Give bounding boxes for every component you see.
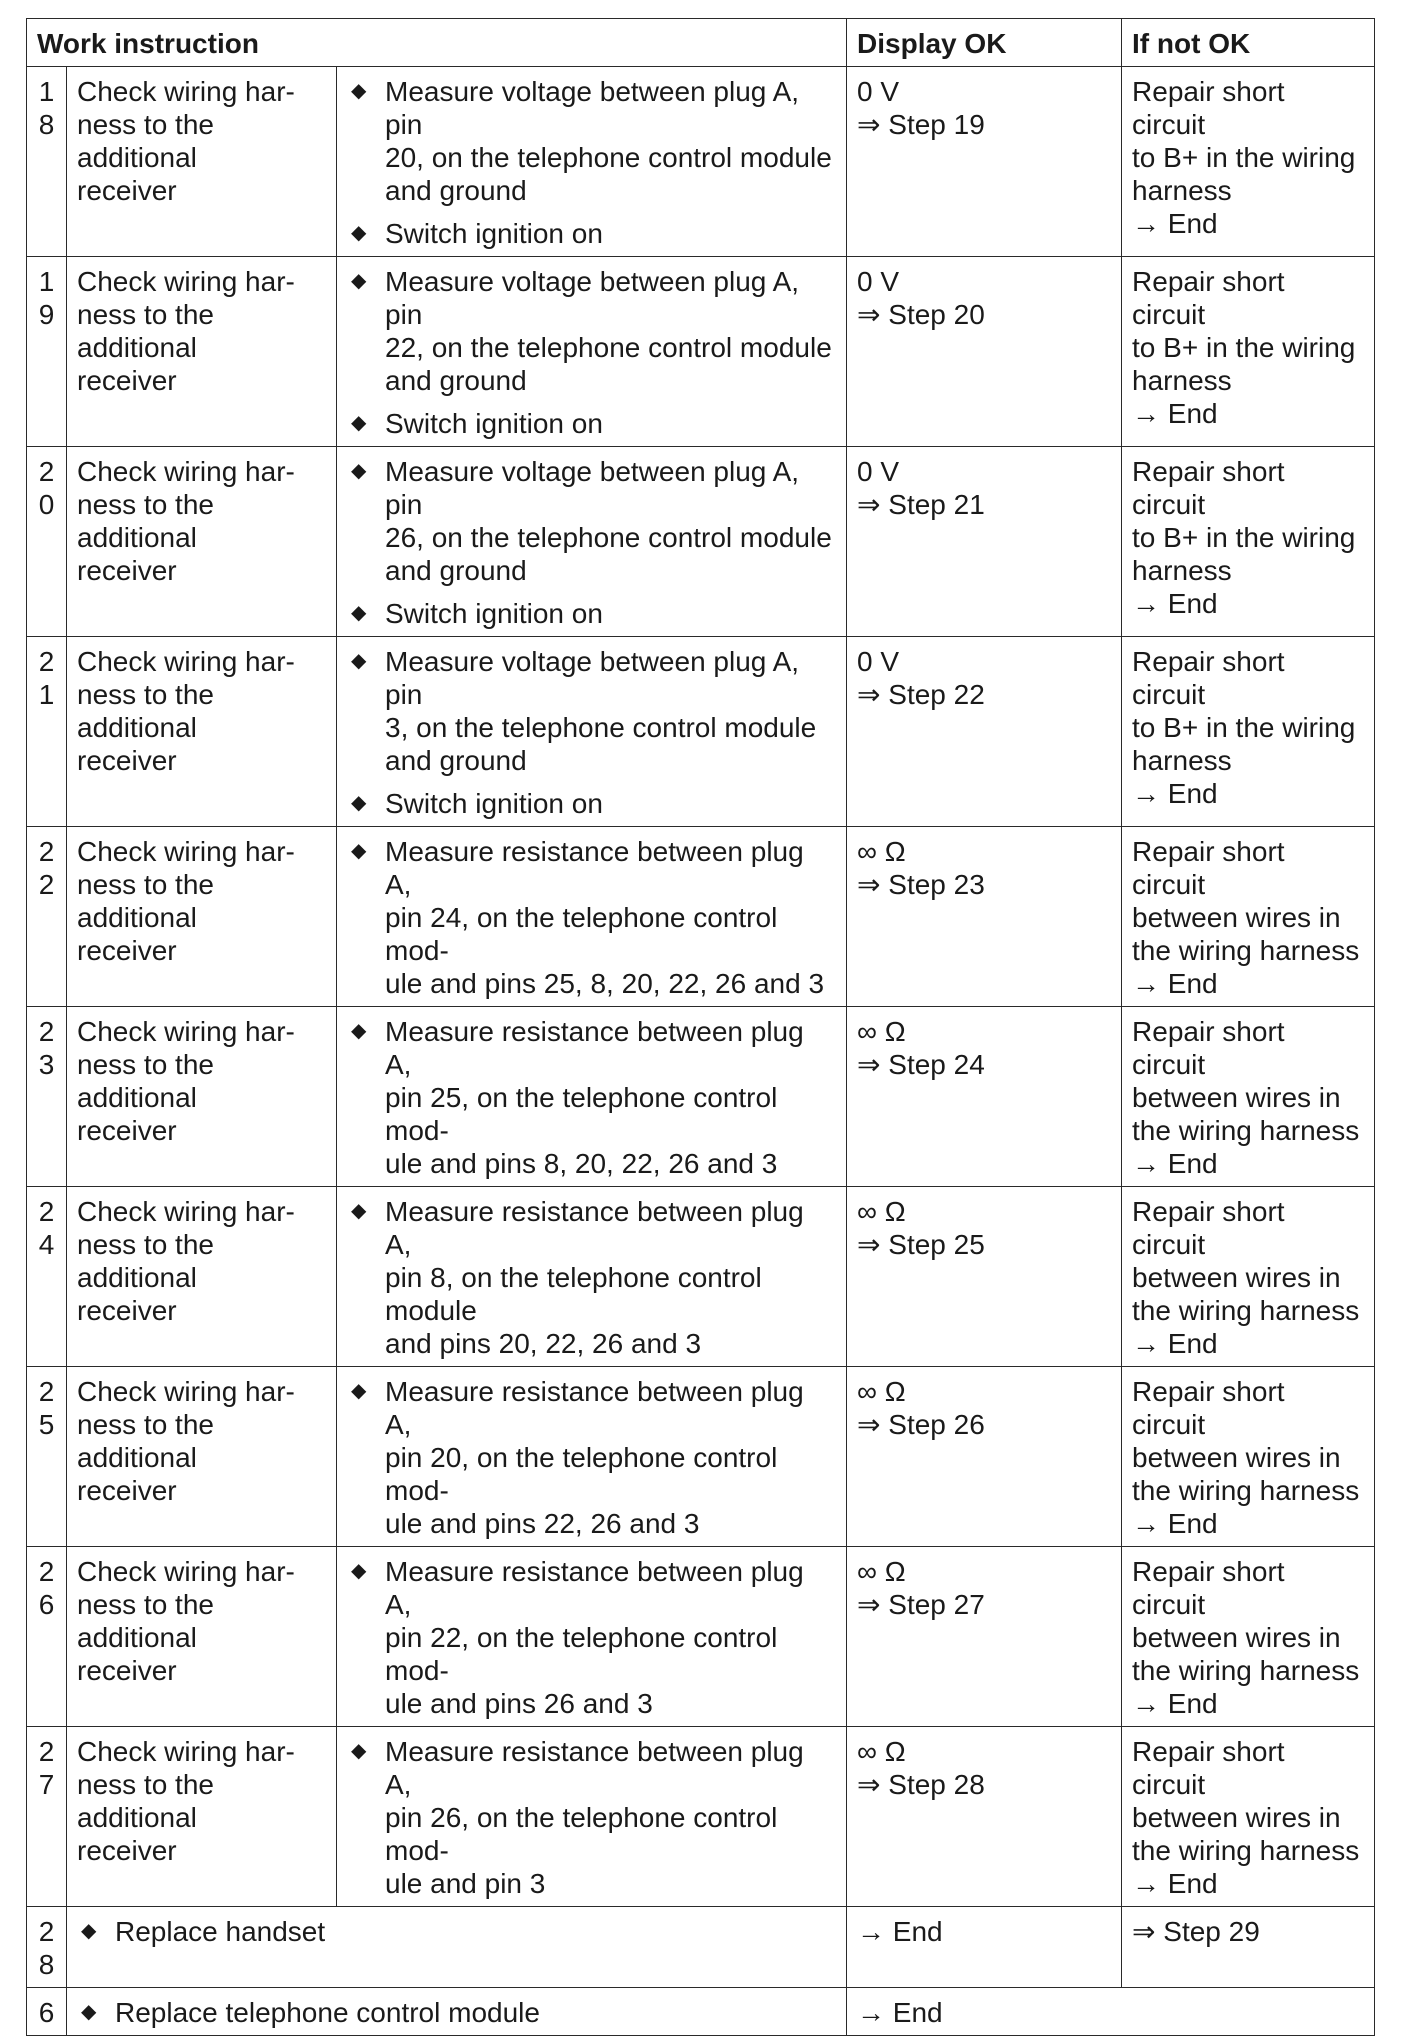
- step-number: [27, 1988, 67, 2036]
- action-text: Switch ignition on: [385, 788, 603, 819]
- diamond-bullet-icon: ◆: [351, 1200, 367, 1222]
- if-not-ok-line: → End: [1132, 968, 1218, 999]
- display-ok-line: 0 V: [857, 266, 900, 297]
- step-number: [27, 827, 67, 1007]
- step-digit: 2: [38, 1736, 55, 1767]
- display-ok-line: ⇒ Step 20: [857, 299, 985, 330]
- step-digit: 8: [38, 109, 55, 140]
- display-ok-cell: [847, 447, 1122, 637]
- display-ok-cell: [847, 1187, 1122, 1367]
- if-not-ok-line: Repair short circuit between wires in the wiring harness: [1132, 1556, 1360, 1686]
- action-text: Measure resistance between plug A, pin 26, on the telephone control mod- ule and pin 3: [385, 1736, 804, 1899]
- table-row: [27, 637, 1375, 827]
- display-ok-line: ∞ Ω: [857, 1016, 906, 1047]
- diamond-bullet-icon: ◆: [351, 650, 367, 672]
- step-digit: 2: [38, 1556, 55, 1587]
- step-number: [27, 1007, 67, 1187]
- if-not-ok-cell: [1122, 1007, 1375, 1187]
- check-description: Check wiring har- ness to the additional receiver: [67, 1367, 337, 1547]
- action-text: Switch ignition on: [385, 218, 603, 249]
- step-digit: 6: [38, 1589, 55, 1620]
- diamond-bullet-icon: ◆: [351, 412, 367, 434]
- header-work-instruction: Work instruction: [27, 19, 847, 67]
- action-item: [347, 455, 836, 587]
- diamond-bullet-icon: ◆: [351, 1380, 367, 1402]
- display-ok-cell: [847, 1007, 1122, 1187]
- action-item: [347, 1195, 836, 1360]
- action-list: [347, 1375, 836, 1540]
- display-ok-line: 0 V: [857, 76, 900, 107]
- table-row: [27, 1007, 1375, 1187]
- action-item: [347, 597, 836, 630]
- if-not-ok-line: Repair short circuit between wires in the wiring harness: [1132, 1376, 1360, 1506]
- step-digit: 0: [38, 489, 55, 520]
- display-ok-line: ∞ Ω: [857, 1196, 906, 1227]
- display-ok-line: 0 V: [857, 646, 900, 677]
- action-text: Replace telephone control module: [115, 1997, 540, 2028]
- action-item: [347, 217, 836, 250]
- display-ok-cell: [847, 827, 1122, 1007]
- display-ok-cell: [847, 1367, 1122, 1547]
- action-item: [347, 645, 836, 777]
- table-body: [27, 67, 1375, 2036]
- table-row-28: [27, 1907, 1375, 1988]
- if-not-ok-cell: [1122, 1547, 1375, 1727]
- check-description: Check wiring har- ness to the additional receiver: [67, 67, 337, 257]
- step-digit: 1: [38, 679, 55, 710]
- step-number: [27, 447, 67, 637]
- action-text: Measure voltage between plug A, pin 20, on the telephone control module and ground: [385, 76, 832, 206]
- display-ok-line: ∞ Ω: [857, 1376, 906, 1407]
- action-cell: [337, 1727, 847, 1907]
- diamond-bullet-icon: ◆: [351, 460, 367, 482]
- display-ok-cell: [847, 67, 1122, 257]
- if-not-ok-cell: ⇒ Step 29: [1122, 1907, 1375, 1988]
- action-list: [347, 1015, 836, 1180]
- action-cell: [337, 827, 847, 1007]
- display-ok-cell: → End: [847, 1907, 1122, 1988]
- display-ok-line: ⇒ Step 24: [857, 1049, 985, 1080]
- action-cell: [337, 1367, 847, 1547]
- if-not-ok-line: → End: [1132, 1508, 1218, 1539]
- action-cell: [337, 1187, 847, 1367]
- action-item: [347, 835, 836, 1000]
- step-number: [27, 1907, 67, 1988]
- display-ok-line: ⇒ Step 26: [857, 1409, 985, 1440]
- if-not-ok-line: → End: [1132, 208, 1218, 239]
- if-not-ok-line: Repair short circuit between wires in the wiring harness: [1132, 836, 1360, 966]
- display-ok-cell: → End: [847, 1988, 1375, 2036]
- step-digit: 3: [38, 1049, 55, 1080]
- action-text: Measure resistance between plug A, pin 22, on the telephone control mod- ule and pins 26 and 3: [385, 1556, 804, 1719]
- if-not-ok-line: → End: [1132, 778, 1218, 809]
- diamond-bullet-icon: ◆: [351, 792, 367, 814]
- check-description: Check wiring har- ness to the additional receiver: [67, 257, 337, 447]
- if-not-ok-line: Repair short circuit to B+ in the wiring harness: [1132, 76, 1356, 206]
- step-digit: 8: [38, 1949, 55, 1980]
- action-item: [347, 75, 836, 207]
- check-description: Check wiring har- ness to the additional receiver: [67, 827, 337, 1007]
- action-cell: [67, 1988, 847, 2036]
- action-cell: [67, 1907, 847, 1988]
- if-not-ok-cell: [1122, 257, 1375, 447]
- step-number: [27, 1547, 67, 1727]
- diamond-bullet-icon: ◆: [81, 1920, 97, 1942]
- action-cell: [337, 1007, 847, 1187]
- if-not-ok-line: Repair short circuit to B+ in the wiring harness: [1132, 266, 1356, 396]
- action-text: Measure resistance between plug A, pin 20, on the telephone control mod- ule and pins 22, 26 and 3: [385, 1376, 804, 1539]
- table-row: [27, 1727, 1375, 1907]
- action-cell: [337, 257, 847, 447]
- check-description: Check wiring har- ness to the additional receiver: [67, 1727, 337, 1907]
- display-ok-line: 0 V: [857, 456, 900, 487]
- if-not-ok-line: → End: [1132, 1148, 1218, 1179]
- step-number: [27, 67, 67, 257]
- if-not-ok-cell: [1122, 1187, 1375, 1367]
- display-ok-line: ∞ Ω: [857, 1736, 906, 1767]
- work-instruction-table: [26, 18, 1375, 2036]
- action-item: [347, 787, 836, 820]
- action-item: [347, 1555, 836, 1720]
- step-digit: 2: [38, 1376, 55, 1407]
- action-list: [347, 455, 836, 630]
- if-not-ok-line: → End: [1132, 398, 1218, 429]
- table-row: [27, 1547, 1375, 1727]
- diamond-bullet-icon: ◆: [351, 80, 367, 102]
- action-text: Switch ignition on: [385, 408, 603, 439]
- action-item: [347, 1015, 836, 1180]
- step-digit: 2: [38, 869, 55, 900]
- step-number: [27, 1727, 67, 1907]
- step-digit: 4: [38, 1229, 55, 1260]
- step-number: [27, 637, 67, 827]
- if-not-ok-cell: [1122, 67, 1375, 257]
- table-header-row: [27, 19, 1375, 67]
- display-ok-cell: [847, 1727, 1122, 1907]
- action-item: [347, 407, 836, 440]
- diamond-bullet-icon: ◆: [351, 222, 367, 244]
- table-row: [27, 1187, 1375, 1367]
- action-list: [347, 1735, 836, 1900]
- display-ok-line: ⇒ Step 25: [857, 1229, 985, 1260]
- diamond-bullet-icon: ◆: [351, 1020, 367, 1042]
- if-not-ok-line: Repair short circuit to B+ in the wiring harness: [1132, 456, 1356, 586]
- display-ok-line: ∞ Ω: [857, 836, 906, 867]
- action-cell: [337, 67, 847, 257]
- display-ok-line: ∞ Ω: [857, 1556, 906, 1587]
- table-row: [27, 67, 1375, 257]
- action-list: [347, 75, 836, 250]
- table-row: [27, 257, 1375, 447]
- check-description: Check wiring har- ness to the additional receiver: [67, 1007, 337, 1187]
- step-number: [27, 1367, 67, 1547]
- action-text: Measure voltage between plug A, pin 26, on the telephone control module and ground: [385, 456, 832, 586]
- diamond-bullet-icon: ◆: [81, 2001, 97, 2023]
- display-ok-line: ⇒ Step 27: [857, 1589, 985, 1620]
- display-ok-cell: [847, 637, 1122, 827]
- action-list: [347, 645, 836, 820]
- diamond-bullet-icon: ◆: [351, 602, 367, 624]
- if-not-ok-line: → End: [1132, 588, 1218, 619]
- check-description: Check wiring har- ness to the additional receiver: [67, 1187, 337, 1367]
- header-display-ok: Display OK: [847, 19, 1122, 67]
- table-row: [27, 827, 1375, 1007]
- display-ok-line: ⇒ Step 22: [857, 679, 985, 710]
- step-digit: 2: [38, 1196, 55, 1227]
- step-digit: 2: [38, 1016, 55, 1047]
- display-ok-line: ⇒ Step 23: [857, 869, 985, 900]
- display-ok-line: ⇒ Step 28: [857, 1769, 985, 1800]
- check-description: Check wiring har- ness to the additional receiver: [67, 637, 337, 827]
- step-number: [27, 1187, 67, 1367]
- action-item: [77, 1915, 836, 1948]
- diamond-bullet-icon: ◆: [351, 270, 367, 292]
- action-text: Measure resistance between plug A, pin 8, on the telephone control module and pins 20, 22, 26 and 3: [385, 1196, 804, 1359]
- action-cell: [337, 637, 847, 827]
- header-if-not-ok: If not OK: [1122, 19, 1375, 67]
- if-not-ok-line: Repair short circuit between wires in the wiring harness: [1132, 1736, 1360, 1866]
- display-ok-line: ⇒ Step 21: [857, 489, 985, 520]
- action-item: [347, 265, 836, 397]
- action-list: [347, 265, 836, 440]
- action-item: [347, 1375, 836, 1540]
- display-ok-line: ⇒ Step 19: [857, 109, 985, 140]
- if-not-ok-line: → End: [1132, 1688, 1218, 1719]
- if-not-ok-line: Repair short circuit between wires in the wiring harness: [1132, 1196, 1360, 1326]
- action-text: Replace handset: [115, 1916, 326, 1947]
- step-digit: 2: [38, 646, 55, 677]
- action-cell: [337, 447, 847, 637]
- action-list: [347, 1555, 836, 1720]
- if-not-ok-line: → End: [1132, 1328, 1218, 1359]
- table-row-29: [27, 1988, 1375, 2036]
- if-not-ok-cell: [1122, 637, 1375, 827]
- if-not-ok-line: Repair short circuit to B+ in the wiring harness: [1132, 646, 1356, 776]
- action-text: Measure resistance between plug A, pin 25, on the telephone control mod- ule and pins 8, 20, 22, 26 and 3: [385, 1016, 804, 1179]
- step-digit: 2: [38, 456, 55, 487]
- diamond-bullet-icon: ◆: [351, 840, 367, 862]
- action-item: [77, 1996, 836, 2029]
- step-digit: 2: [38, 836, 55, 867]
- action-text: Measure voltage between plug A, pin 3, on the telephone control module and ground: [385, 646, 817, 776]
- instruction-table-wrapper: [26, 18, 1374, 2036]
- step-digit: 7: [38, 1769, 55, 1800]
- action-cell: [337, 1547, 847, 1727]
- action-text: Measure voltage between plug A, pin 22, on the telephone control module and ground: [385, 266, 832, 396]
- action-item: [347, 1735, 836, 1900]
- action-list: [347, 835, 836, 1000]
- step-digit: 1: [38, 76, 55, 107]
- step-digit: 6: [38, 1997, 55, 2028]
- action-text: Switch ignition on: [385, 598, 603, 629]
- step-number: [27, 257, 67, 447]
- if-not-ok-line: Repair short circuit between wires in the wiring harness: [1132, 1016, 1360, 1146]
- if-not-ok-line: → End: [1132, 1868, 1218, 1899]
- diamond-bullet-icon: ◆: [351, 1560, 367, 1582]
- table-row: [27, 447, 1375, 637]
- diamond-bullet-icon: ◆: [351, 1740, 367, 1762]
- display-ok-cell: [847, 257, 1122, 447]
- table-row: [27, 1367, 1375, 1547]
- if-not-ok-cell: [1122, 1367, 1375, 1547]
- if-not-ok-cell: [1122, 1727, 1375, 1907]
- check-description: Check wiring har- ness to the additional receiver: [67, 1547, 337, 1727]
- if-not-ok-cell: [1122, 447, 1375, 637]
- if-not-ok-cell: [1122, 827, 1375, 1007]
- display-ok-cell: [847, 1547, 1122, 1727]
- step-digit: 1: [38, 266, 55, 297]
- action-text: Measure resistance between plug A, pin 24, on the telephone control mod- ule and pins 25, 8, 20, 22, 26 and 3: [385, 836, 825, 999]
- step-digit: 9: [38, 299, 55, 330]
- step-digit: 5: [38, 1409, 55, 1440]
- check-description: Check wiring har- ness to the additional receiver: [67, 447, 337, 637]
- action-list: [347, 1195, 836, 1360]
- step-digit: 2: [38, 1916, 55, 1947]
